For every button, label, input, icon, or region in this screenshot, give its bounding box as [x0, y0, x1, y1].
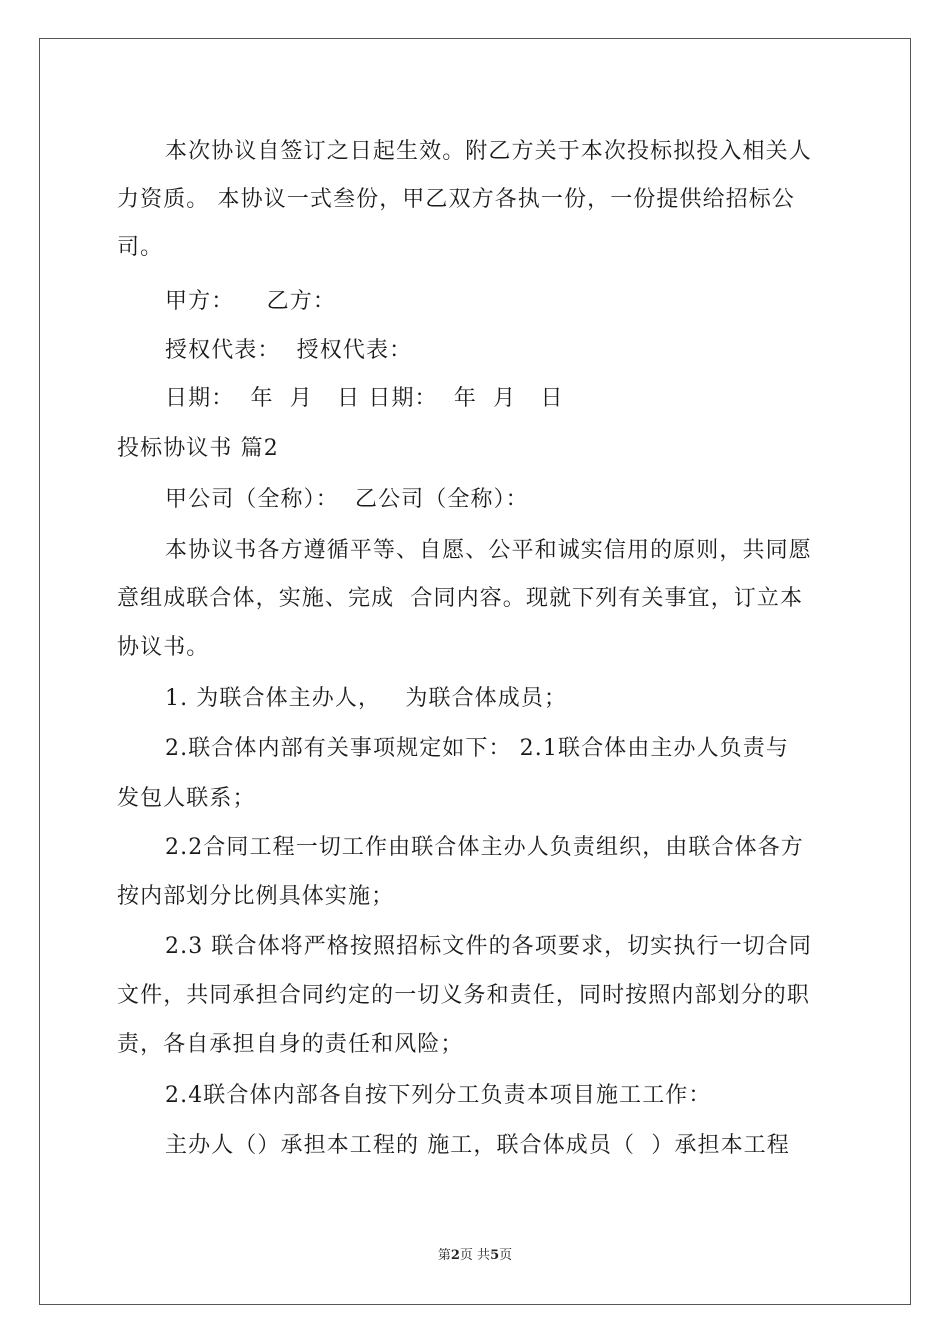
clause-line: 2.3 联合体将严格按照招标文件的各项要求，切实执行一切合同 — [165, 934, 812, 959]
paragraph-line: 意组成联合体，实施、完成 合同内容。现就下列有关事宜，订立本 — [117, 586, 804, 611]
clause-line: 发包人联系； — [117, 786, 256, 811]
page-border — [39, 38, 911, 1305]
clause-line: 2.2合同工程一切工作由联合体主办人负责组织，由联合体各方 — [165, 835, 804, 860]
page-number-footer — [0, 1248, 950, 1264]
current-page-number: 2 — [450, 1248, 460, 1263]
section-heading: 投标协议书 篇2 — [117, 436, 279, 461]
total-page-number: 5 — [490, 1248, 500, 1263]
clause-line: 按内部划分比例具体实施； — [117, 884, 395, 909]
clause-line: 主办人（）承担本工程的 施工，联合体成员（ ）承担本工程 — [165, 1133, 790, 1158]
paragraph-line: 司。 — [117, 235, 164, 260]
party-line: 甲公司（全称）： 乙公司（全称）： — [165, 487, 529, 512]
date-line: 日期： 年 月 日 日期： 年 月 日 — [165, 386, 564, 411]
page-mid: 页 共 — [459, 1248, 491, 1263]
paragraph-line: 力资质。 本协议一式叁份，甲乙双方各执一份，一份提供给招标公 — [117, 187, 795, 212]
clause-line: 2.4联合体内部各自按下列分工负责本项目施工工作： — [165, 1083, 712, 1108]
paragraph-line: 本协议书各方遵循平等、自愿、公平和诚实信用的原则，共同愿 — [165, 538, 812, 563]
page-prefix: 第 — [437, 1248, 451, 1263]
representative-line: 授权代表： 授权代表： — [165, 338, 413, 363]
paragraph-line: 本次协议自签订之日起生效。附乙方关于本次投标拟投入相关人 — [165, 139, 812, 164]
paragraph-line: 协议书。 — [117, 635, 210, 660]
page-suffix: 页 — [499, 1248, 513, 1263]
clause-line: 文件，共同承担合同约定的一切义务和责任，同时按照内部划分的职 — [117, 983, 811, 1008]
party-line: 甲方： 乙方： — [165, 289, 336, 314]
clause-line: 1. 为联合体主办人， 为联合体成员； — [165, 686, 568, 711]
clause-line: 责，各自承担自身的责任和风险； — [117, 1032, 464, 1057]
clause-line: 2.联合体内部有关事项规定如下： 2.1联合体由主办人负责与 — [165, 736, 789, 761]
